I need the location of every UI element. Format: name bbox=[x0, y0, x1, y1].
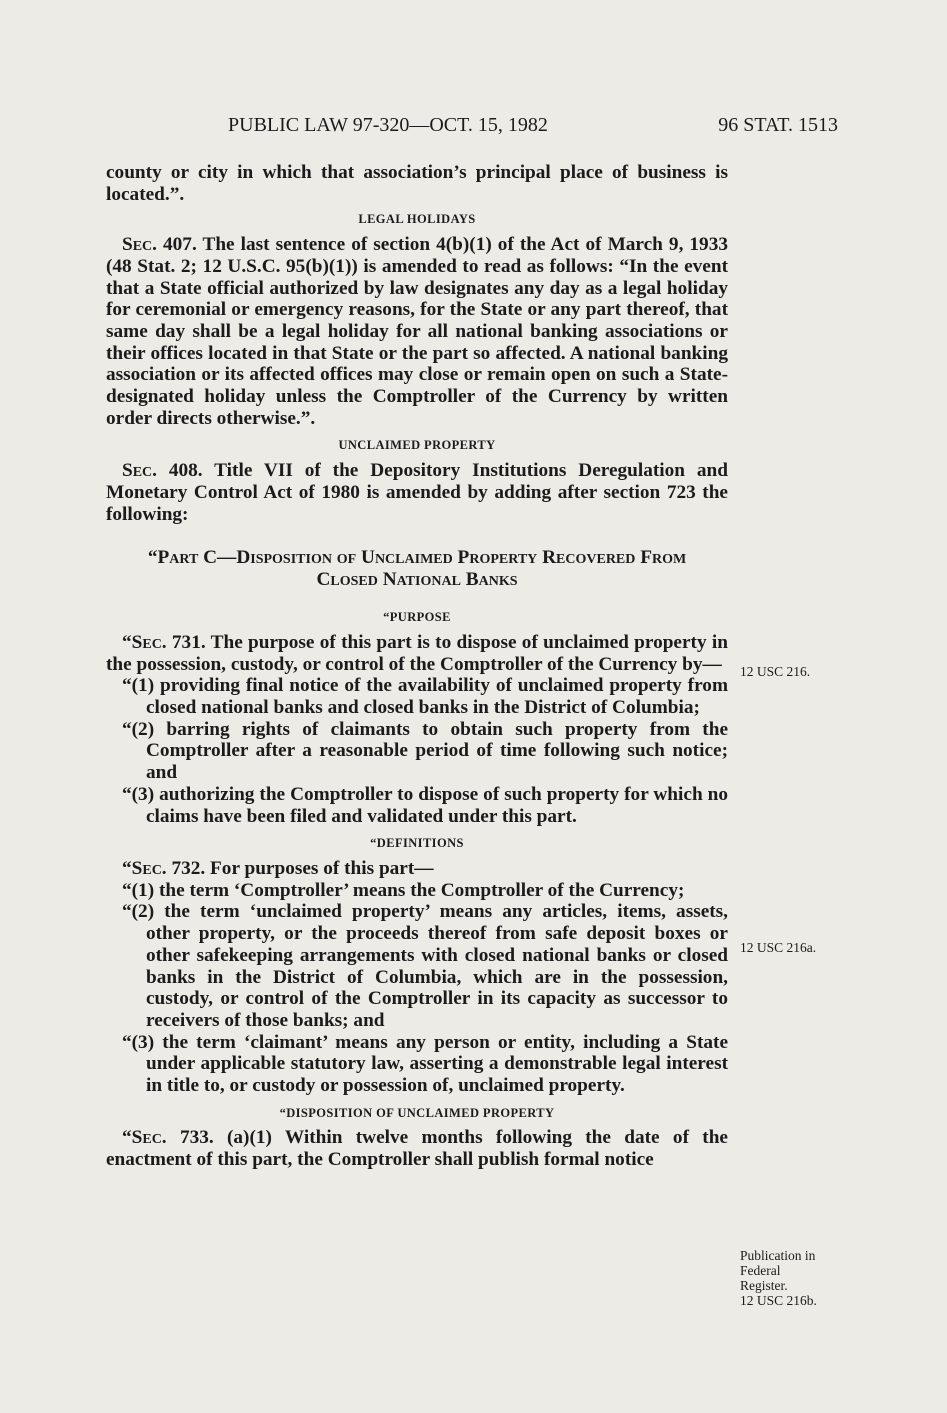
section-text: The last sentence of section 4(b)(1) of the Act of March 9, 1933 (48 Stat. 2; 12 U.S.C. 95(b)(1)) is amended to read as follows: “In the event that a State official authorized by law designates any day as a legal holiday for ceremonial or emergency reasons, for the State or any part thereof, that same day shall be a legal holiday for all national banking associations or their offices located in that State or the part so affected. A national banking association or its affected offices may close or remain open on such a State-designated holiday unless the Comptroller of the Currency by written order directs otherwise.”. bbox=[106, 234, 728, 429]
section-heading-definitions: “DEFINITIONS bbox=[370, 836, 464, 851]
list-item: “(1) providing final notice of the availability of unclaimed property from closed national banks and closed banks in the District of Columbia; bbox=[122, 675, 728, 719]
section-text: Title VII of the Depository Institutions Deregulation and Monetary Control Act of 1980 is amended by adding after section 723 the following: bbox=[106, 460, 728, 525]
list-item: “(2) barring rights of claimants to obtain such property from the Comptroller after a reasonable period of time following such notice; and bbox=[122, 718, 728, 784]
part-heading-line: “Part C—Disposition of Unclaimed Property Recovered From bbox=[147, 547, 687, 569]
section-label: “Sec. 732. bbox=[122, 857, 206, 879]
header-stat-page: 96 STAT. 1513 bbox=[718, 114, 838, 136]
list-item: “(1) the term ‘Comptroller’ means the Comptroller of the Currency; bbox=[122, 879, 685, 901]
continuation-paragraph: county or city in which that association’s principal place of business is located.”. bbox=[106, 162, 728, 205]
section-label: “Sec. 733. bbox=[122, 1127, 214, 1149]
margin-note-line: Federal bbox=[740, 1263, 781, 1278]
running-header bbox=[106, 114, 836, 144]
header-law-citation: PUBLIC LAW 97-320—OCT. 15, 1982 bbox=[228, 114, 548, 136]
section-text: For purposes of this part— bbox=[210, 857, 434, 879]
section-731 bbox=[106, 632, 728, 675]
list-item: “(3) the term ‘claimant’ means any person or entity, including a State under applicable statutory law, asserting a demonstrable legal interest in title to, or custody or possession of, unclaimed property. bbox=[122, 1031, 728, 1097]
section-label: Sec. 407. bbox=[122, 234, 197, 256]
margin-note-216a: 12 USC 216a. bbox=[740, 940, 817, 955]
margin-note-line: Register. bbox=[740, 1278, 788, 1293]
section-label: “Sec. 731. bbox=[122, 631, 206, 653]
margin-note-216: 12 USC 216. bbox=[740, 664, 811, 679]
section-732 bbox=[106, 858, 728, 880]
section-heading-unclaimed-property: UNCLAIMED PROPERTY bbox=[338, 438, 496, 453]
section-label: Sec. 408. bbox=[122, 460, 203, 482]
section-407 bbox=[106, 234, 728, 429]
part-heading-line: Closed National Banks bbox=[316, 569, 518, 591]
list-item: “(2) the term ‘unclaimed property’ means any articles, items, assets, other property, or the proceeds thereof from safe deposit boxes or other safekeeping arrangements with closed national banks or closed banks in the District of Columbia, which are in the possession, custody, or control of the Comptroller in its capacity as successor to receivers of those banks; and bbox=[122, 901, 728, 1031]
margin-note-line: Publication in bbox=[740, 1248, 816, 1263]
section-heading-disposition: “DISPOSITION OF UNCLAIMED PROPERTY bbox=[279, 1105, 555, 1120]
section-733 bbox=[106, 1127, 728, 1170]
section-text: (a)(1) Within twelve months following the date of the enactment of this part, the Comptroller shall publish formal notice bbox=[106, 1127, 728, 1171]
section-heading-purpose: “PURPOSE bbox=[383, 610, 451, 625]
page-body bbox=[106, 162, 728, 1171]
list-item: “(3) authorizing the Comptroller to dispose of such property for which no claims have been filed and validated under this part. bbox=[122, 783, 728, 827]
section-408 bbox=[106, 460, 728, 525]
margin-note-216b bbox=[740, 1248, 817, 1308]
section-heading-legal-holidays: LEGAL HOLIDAYS bbox=[358, 212, 476, 227]
section-text: The purpose of this part is to dispose of unclaimed property in the possession, custody, or control of the Comptroller of the Currency by— bbox=[106, 631, 728, 675]
margin-note-line: 12 USC 216b. bbox=[740, 1293, 817, 1308]
part-c-heading bbox=[106, 547, 728, 591]
